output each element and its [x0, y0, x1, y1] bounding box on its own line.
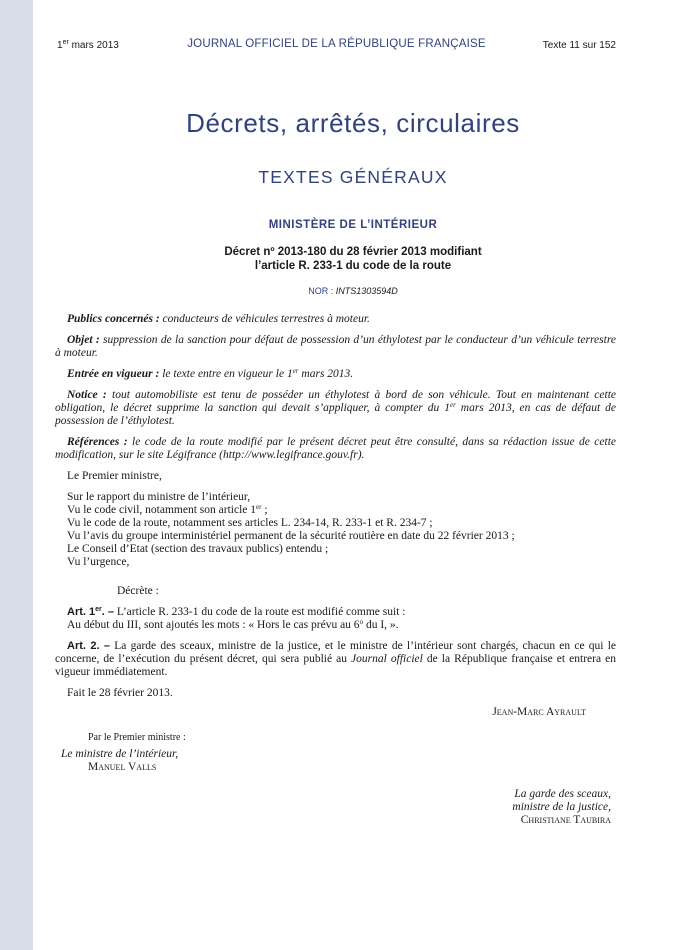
summary-block — [55, 313, 616, 462]
sub-title: TEXTES GÉNÉRAUX — [258, 167, 448, 187]
par-premier-ministre: Par le Premier ministre : — [88, 732, 186, 743]
decree-title-line-2: l’article R. 233-1 du code de la route — [254, 260, 452, 272]
preamble — [55, 470, 616, 598]
nor-label: NOR : — [308, 286, 334, 296]
fait-line: Fait le 28 février 2013. — [67, 687, 173, 699]
visa-line: Vu l’avis du groupe interministériel permanent de la sécurité routière en date du 22 février 2013 ; — [67, 530, 515, 542]
interieur-name: Manuel Valls — [88, 761, 157, 773]
references-label: Références : — [67, 436, 128, 448]
objet-label: Objet : — [67, 334, 100, 346]
publics-label: Publics concernés : — [67, 313, 160, 325]
article-1: Art. 1er. – L’article R. 233-1 du code de la route est modifié comme suit : — [67, 606, 406, 618]
interieur-signature — [55, 731, 616, 774]
signatures — [55, 687, 616, 827]
entree-paragraph: Entrée en vigueur : le texte entre en vigueur le 1er mars 2013. — [67, 367, 354, 380]
premier-ministre-line: Le Premier ministre, — [67, 470, 162, 482]
document-body — [55, 313, 616, 827]
header-date: 1er mars 2013 — [57, 39, 119, 51]
references-paragraph: Références : le code de la route modifié par le présent décret peut être consulté, dans sa rédaction issue de cette modification, sur le site Légifrance (http://www.legifrance.gouv.fr). — [55, 436, 616, 461]
interieur-title: Le ministre de l’intérieur, — [61, 748, 179, 760]
objet-paragraph: Objet : suppression de la sanction pour défaut de possession d’un éthylotest par le conducteur d’un véhicule terrestre à moteur. — [55, 334, 616, 359]
left-margin-bar — [0, 0, 33, 950]
article-2-label: Art. 2. – — [67, 640, 111, 652]
justice-title-2: ministre de la justice, — [512, 801, 611, 813]
article-1-amendment: Au début du III, sont ajoutés les mots : « Hors le cas prévu au 6$^o$ du I, ». — [67, 618, 399, 631]
visa-line: Vu le code de la route, notamment ses articles L. 234-14, R. 233-1 et R. 234-7 ; — [67, 517, 433, 529]
rapport-line: Sur le rapport du ministre de l’intérieur, — [67, 491, 251, 503]
publics-paragraph: Publics concernés : conducteurs de véhicules terrestres à moteur. — [67, 313, 370, 325]
justice-signature — [55, 788, 616, 827]
visa-line: Vu l’urgence, — [67, 556, 130, 568]
header-page-number: Texte 11 sur 152 — [542, 40, 616, 51]
article-2: Art. 2. – La garde des sceaux, ministre de la justice, et le ministre de l’intérieur sont chargés, chacun en ce qui le concerne, de l’exécution du présent décret, qui sera publié au Journal officiel de la République française et entrera en vigueur immédiatement. — [55, 640, 616, 678]
justice-name: Christiane Taubira — [520, 814, 611, 826]
header-journal-title: JOURNAL OFFICIEL DE LA RÉPUBLIQUE FRANÇAISE — [187, 38, 486, 50]
ministry-heading: MINISTÈRE DE L’INTÉRIEUR — [268, 219, 438, 231]
notice-paragraph: Notice : tout automobiliste est tenu de posséder un éthylotest à bord de son véhicule. Tout en maintenant cette obligation, le décret supprime la sanction qui devait s’appliquer, à compter du 1er mars 2013, en cas de défaut de possession de l’éthylotest. — [55, 389, 616, 427]
articles — [55, 606, 616, 679]
decree-title — [33, 245, 673, 273]
notice-label: Notice : — [67, 389, 107, 401]
article-1-label: Art. 1er. – — [67, 606, 114, 618]
page-header — [57, 39, 616, 55]
visa-line: Vu le code civil, notamment son article 1er ; — [67, 503, 268, 516]
premier-ministre-signature: Jean-Marc Ayrault — [492, 706, 586, 718]
nor-reference — [33, 286, 673, 296]
decree-title-line-1: Décret nº 2013-180 du 28 février 2013 modifiant — [224, 246, 482, 258]
entree-label: Entrée en vigueur : — [67, 368, 160, 380]
nor-code: INTS1303594D — [335, 286, 398, 296]
decrete-line: Décrète : — [117, 585, 159, 597]
visa-line: Le Conseil d’Etat (section des travaux publics) entendu ; — [67, 543, 329, 555]
section-title: Décrets, arrêtés, circulaires — [186, 108, 520, 138]
justice-title-1: La garde des sceaux, — [514, 788, 611, 800]
